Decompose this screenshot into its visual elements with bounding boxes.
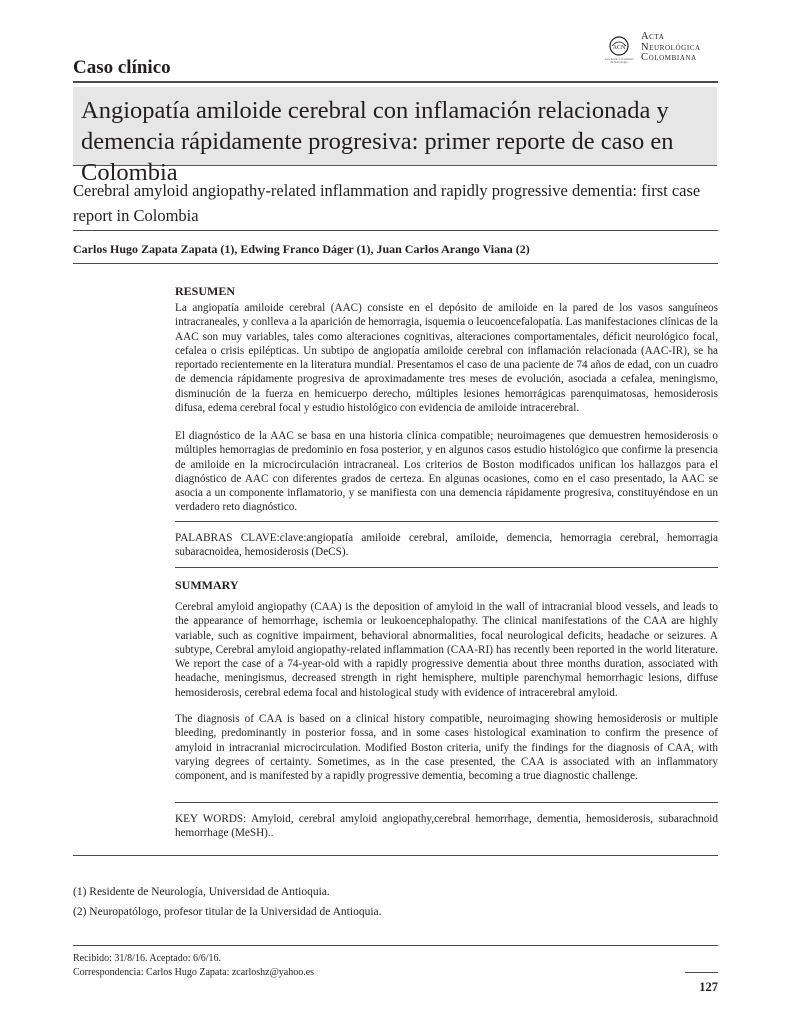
page-number-rule [685,972,718,973]
keywords-es-top-rule [175,521,718,522]
keywords-es-bottom-rule [175,567,718,568]
received-dates: Recibido: 31/8/16. Aceptado: 6/6/16. [73,953,222,964]
summary-heading: SUMMARY [175,578,239,592]
section-label: Caso clínico [73,57,171,78]
resumen-heading: RESUMEN [175,284,236,298]
affiliation-1: (1) Residente de Neurología, Universidad de Antioquia. [73,886,330,898]
summary-paragraph-1: Cerebral amyloid angiopathy (CAA) is the deposition of amyloid in the wall of intracranial blood vessels, and leads to the appearance of hemorrhage, ischemia or leukoencephalopathy. The clinical manifestations of the CAA are highly variable, such as cognitive impairment, behavioral abnormalities, focal neurological deficits, headache or seizures. A subtype, Cerebral amyloid angiopathy-related inflammation (CAA-RI) has recently been reported in the world literature. We report the case of a 74-year-old with a rapidly progressive dementia about three months duration, associated with headache, meningismus, decreased strength in right hemisphere, multiple parenchymal hemorrhagic lesions, diffuse hemosiderosis, cerebral edema focal and histological study with evidence of intracerebral amyloid. [175,601,718,699]
spanish-title-box [73,87,717,186]
spanish-title: Angiopatía amiloide cerebral con inflamación relacionada y demencia rápidamente progresiva: primer reporte de caso en Colombia [81,97,674,186]
journal-name-line-1: Acta [641,31,665,42]
correspondence: Correspondencia: Carlos Hugo Zapata: zcarloshz@yahoo.es [73,967,315,978]
key-words: KEY WORDS: Amyloid, cerebral amyloid angiopathy,cerebral hemorrhage, dementia, hemosiderosis, subarachnoid hemorrhage (MeSH).. [175,813,718,840]
journal-name-line-2: Neurológica [641,41,701,53]
journal-logo [604,32,724,68]
journal-name [641,32,701,64]
footer-rule [73,945,718,946]
page-number: 127 [699,980,718,994]
authors: Carlos Hugo Zapata Zapata (1), Edwing Franco Dáger (1), Juan Carlos Arango Viana (2) [73,242,530,256]
logo-subtitle: Asociación Colombiana de Neurología [604,57,634,64]
summary-paragraph-2: The diagnosis of CAA is based on a clinical history compatible, neuroimaging showing hemosiderosis or multiple bleeding, predominantly in posterior fossa, and in some cases histological examination to confirm the presence of amyloid in intracranial microcirculation. Modified Boston criteria, unify the findings for the diagnosis of CAA, with varying degrees of certainty. Sometimes, as in the case presented, the CAA is associated with an inflammatory component, and is manifested by a rapidly progressive dementia, becoming a true diagnostic challenge. [175,713,718,783]
logo-abbrev: ACN [612,45,626,51]
abstract-bottom-rule [73,855,718,856]
authors-bottom-rule [73,263,718,264]
authors-top-rule [73,230,718,231]
english-title: Cerebral amyloid angiopathy-related inflammation and rapidly progressive dementia: first case report in Colombia [73,181,701,225]
header-rule [73,81,718,83]
journal-name-line-3: Colombiana [641,52,697,63]
resumen-paragraph-1: La angiopatía amiloide cerebral (AAC) consiste en el depósito de amiloide en la pared de los vasos sanguíneos intracraneales, y conlleva a la aparición de hemorragia, isquemia o leucoencefalopatía. Las manifestaciones clínicas de la AAC son muy variables, tales como alteraciones cognitivas, alteraciones comportamentales, déficit neurológico focal, cefalea o crisis epilépticas. Un subtipo de angiopatía amiloide cerebral con inflamación relacionada (AAC-IR), se ha reportado recientemente en la literatura mundial. Presentamos el caso de una paciente de 74 años de edad, con un cuadro de demencia rápidamente progresiva de aproximadamente tres meses de evolución, asociada a cefalea, meningismo, disminución de la fuerza en hemicuerpo derecho, múltiples lesiones hemorrágicas parenquimatosas, hemosiderosis difusa, edema cerebral focal y estudio histológico con evidencia de amiloide intracerebral. [175,302,718,415]
palabras-clave: PALABRAS CLAVE:clave:angiopatía amiloide cerebral, amiloide, demencia, hemorragia cerebral, hemorragia subaracnoidea, hemosiderosis (DeCS). [175,532,718,559]
resumen-paragraph-2: El diagnóstico de la AAC se basa en una historia clínica compatible; neuroimagenes que demuestren hemosiderosis o múltiples hemorragias de predominio en fosa posterior, y en algunos casos estudio histológico que confirme la presencia de amiloide en la microcirculación intracraneal. Los criterios de Boston modificados unifican los hallazgos para el diagnóstico de AAC con diferentes grados de certeza. En algunas ocasiones, como en el caso presentado, la AAC se asocia a un componente inflamatorio, y se manifiesta con una demencia rápidamente progresiva, constituyéndose en un verdadero reto diagnóstico. [175,430,718,514]
affiliation-2: (2) Neuropatólogo, profesor titular de la Universidad de Antioquia. [73,906,382,918]
keywords-en-top-rule [175,802,718,803]
